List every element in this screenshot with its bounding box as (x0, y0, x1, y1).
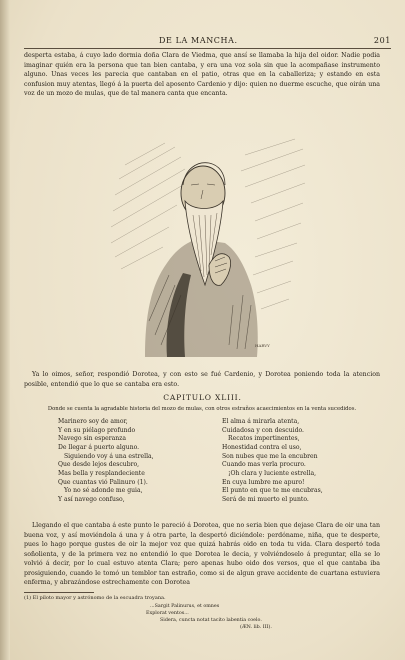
poem-line: Cuando mas verla procuro. (222, 461, 306, 469)
poem-line: Mas bella y resplandeciente (58, 469, 145, 477)
footnote: (1) El piloto mayor y astrónomo de la escuadra troyana. (24, 595, 166, 601)
header-title: DE LA MANCHA. (159, 36, 238, 45)
page-number: 201 (373, 36, 391, 45)
poem-line: Siguiendo voy á una estrella, (64, 452, 154, 460)
poem-line: Son nubes que me la encubren (222, 452, 318, 460)
poem-line: En cuya lumbre me apuro! (222, 478, 305, 486)
poem-line: Marinero soy de amor, (58, 418, 128, 425)
poem-line: Yo no sé adonde me guia, (64, 487, 143, 495)
latin-quote-line: ...Sargit Palinurus, et omnes (150, 604, 220, 609)
poem-line: Que cuantas vió Palinuro (1). (58, 478, 148, 486)
footnote-rule (24, 592, 94, 593)
poem-line: De llegar á puerto alguno. (58, 443, 140, 451)
latin-quote-line: Sidera, cuncta notat tacito labentia coelo. (160, 618, 262, 623)
latin-quote-line: Explorat ventos... (146, 611, 189, 616)
poem-line: Cuidadosa y con descuido. (222, 426, 304, 434)
opening-paragraph: desperta estaba, á cuyo lado dormia doña Clara de Viedma, que ansí se llamaba la hija del oidor. Nadie podia imaginar quién era la persona que tan bien cantaba, y era una voz sola sin que la acompañase instrumento alguno. Unas veces les parecia que cantaban en el patio, otras que en la caballeriza; y estando en esta confusion muy atentas, llegó á la puerta del aposento Cardenio y dijo: quien no duerme escuche, que oirán una voz de un mozo de mulas, que de tal manera canta que encanta. (24, 52, 380, 98)
old-bearded-man-engraving-icon (105, 135, 310, 363)
book-gutter (0, 0, 10, 660)
closing-paragraph: Llegando el que cantaba á este punto le pareció á Dorotea, que no seria bien que dejase Clara de oir una tan buena voz, y así moviéndola á una y á otra parte, la despertó diciéndole: perdóname, niña, que te desperte, pues lo hago porque gustes de oir la mejor voz que quizá habrás oido en toda tu vida. Clara despertó toda soñolienta, y de la primera vez no entendió lo que Dorotea le decia, y volviéndoselo á preguntar, ella se lo volvió á decir, por lo cual estuvo atenta Clara; pero apenas hubo oido dos versos, que el que cantaba iba prosiguiendo, cuando le tomó un temblor tan estraño, como si de algun grave accidente de cuartana estuviera enferma, y abrazándose estrechamente con Dorotea (24, 522, 380, 586)
poem-line: El punto en que te me encubras, (222, 487, 323, 495)
dialogue-paragraph: Ya lo oimos, señor, respondió Dorotea, y con esto se fué Cardenio, y Dorotea poniendo toda la atencion posible, entendió que lo que se cantaba era esto. (24, 371, 380, 388)
poem-line: Recatos impertinentes, (228, 435, 300, 443)
poem-line: Y así navego confuso, (58, 495, 125, 503)
running-header (24, 36, 391, 48)
poem-line: Navego sin esperanza (58, 435, 127, 443)
chapter-title: CAPITULO XLIII. (163, 393, 242, 402)
poem-right-column (222, 418, 382, 505)
poem-line: Que desde lejos descubro, (58, 461, 140, 469)
engraver-signature: HARVY (255, 343, 270, 348)
header-rule (24, 48, 391, 49)
poem-line: Y en su piélago profundo (58, 426, 136, 434)
poem-line: ¡Oh clara y luciente estrella, (228, 469, 317, 477)
poem-line: Será de mi muerto el punto. (222, 495, 309, 503)
latin-quote-citation: (ÆN. lib. III). (240, 625, 272, 630)
chapter-summary: Donde se cuenta la agradable historia del mozo de mulas, con otros estraños acaecimientos en la venta sucedidos. (47, 406, 357, 412)
poem-left-column (58, 418, 218, 505)
poem-line: Honestidad contra el uso, (222, 443, 302, 451)
poem-line: El alma á mirarla atenta, (222, 418, 300, 425)
